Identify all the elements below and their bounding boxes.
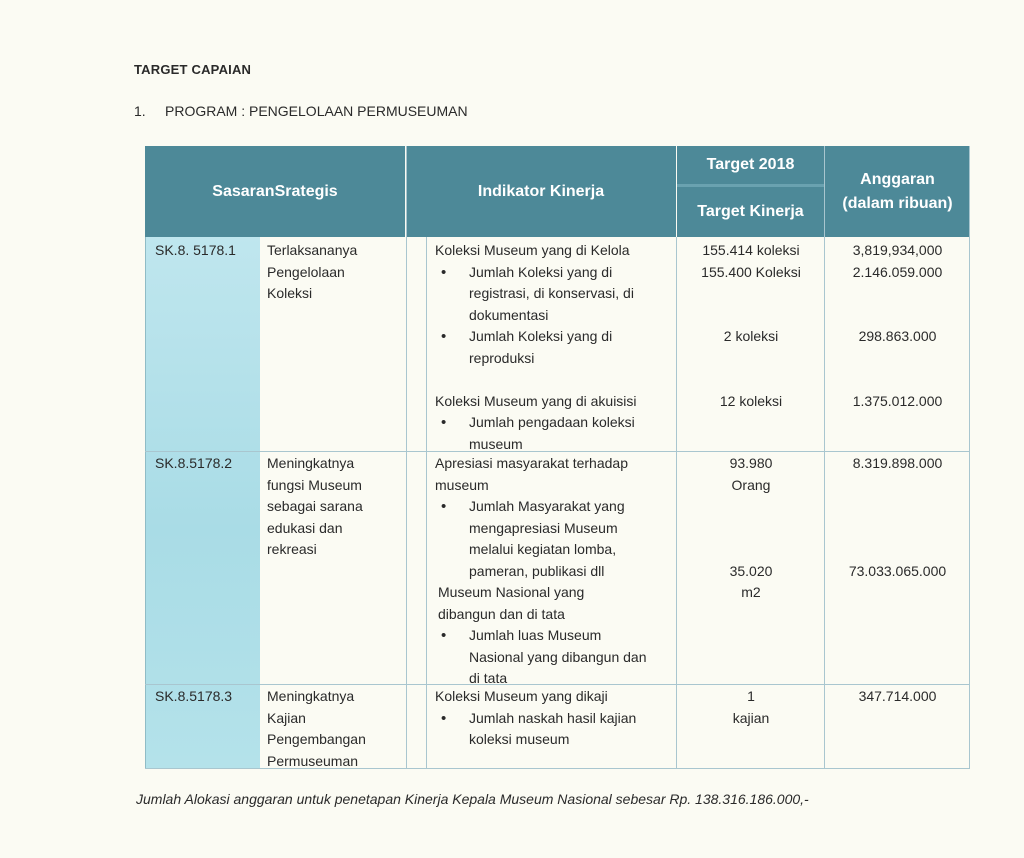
item-line: • Jumlah Koleksi yang di: [469, 263, 613, 280]
item-line: museum: [469, 435, 523, 452]
anggaran-value: 2.146.059.000: [852, 263, 943, 280]
sasaran-line: Meningkatnya: [267, 455, 355, 471]
target-value: 155.414 koleksi: [702, 242, 800, 258]
header-anggaran-line1: Anggaran: [860, 170, 935, 188]
row-2-indicators: [435, 453, 675, 690]
anggaran-value: 3,819,934,000: [852, 242, 943, 258]
header-target-kinerja: Target Kinerja: [677, 187, 824, 237]
row-1-targets: [678, 240, 824, 412]
sasaran-line: Kajian: [267, 709, 306, 726]
page-title: TARGET CAPAIAN: [134, 62, 252, 77]
sasaran-line: Pengembangan: [267, 731, 366, 747]
row-1-sasaran: [267, 240, 397, 305]
indicator-title: dibangun dan di tata: [438, 605, 565, 622]
target-value: 93.980: [729, 455, 773, 471]
item-line: • Jumlah Koleksi yang di: [469, 328, 613, 344]
header-indikator: Indikator Kinerja: [406, 146, 676, 237]
anggaran-value: 298.863.000: [858, 328, 937, 344]
row-2-anggaran: [825, 453, 970, 582]
header-anggaran: [825, 146, 970, 237]
anggaran-value: 73.033.065.000: [848, 562, 947, 579]
target-value: 155.400 Koleksi: [701, 263, 801, 280]
indicator-item: [435, 412, 675, 455]
row-2-code: SK.8.5178.2: [155, 455, 233, 471]
header-sasaran: SasaranSrategis: [145, 146, 405, 237]
item-line: koleksi museum: [469, 731, 570, 747]
target-value: 2 koleksi: [723, 328, 779, 344]
item-line: • Jumlah luas Museum: [469, 627, 602, 643]
target-value: kajian: [732, 709, 770, 726]
row-3-anggaran: [825, 686, 970, 708]
program-heading: [134, 103, 468, 119]
sasaran-line: Terlaksananya: [267, 242, 358, 258]
sasaran-line: Meningkatnya: [267, 688, 355, 704]
target-table: [145, 146, 970, 769]
indicator-item: [435, 262, 675, 327]
row-3-targets: [678, 686, 824, 729]
item-line: reproduksi: [469, 349, 535, 366]
anggaran-value: 347.714.000: [858, 688, 937, 704]
item-line: • Jumlah Masyarakat yang: [469, 498, 625, 514]
item-line: melalui kegiatan lomba,: [469, 541, 617, 557]
header-target-year: Target 2018: [677, 146, 824, 184]
sasaran-line: fungsi Museum: [267, 476, 362, 493]
indicator-item: [435, 708, 675, 751]
indicator-item: [435, 625, 675, 690]
sasaran-line: edukasi dan: [267, 519, 343, 536]
target-value: 1: [747, 688, 755, 704]
header-anggaran-line2: (dalam ribuan): [842, 194, 953, 212]
row-1-indicators: [435, 240, 675, 455]
target-value: 35.020: [729, 562, 773, 579]
indicator-title: Koleksi Museum yang dikaji: [435, 688, 608, 704]
sasaran-line: Pengelolaan: [267, 263, 345, 280]
sasaran-line: rekreasi: [267, 541, 317, 557]
row-2-targets: [678, 453, 824, 604]
row-1-code: SK.8. 5178.1: [155, 242, 236, 258]
anggaran-value: 1.375.012.000: [852, 392, 943, 409]
indicator-item: [435, 496, 675, 582]
indicator-title: Apresiasi masyarakat terhadap: [435, 455, 628, 471]
header-divider: [677, 184, 824, 187]
target-value: Orang: [731, 476, 771, 493]
program-number: 1.: [134, 103, 146, 119]
row-1-anggaran: [825, 240, 970, 412]
program-label: PROGRAM : PENGELOLAAN PERMUSEUMAN: [165, 103, 468, 119]
grid-line: [406, 146, 407, 769]
spacer: [435, 369, 675, 391]
indicator-title: Museum Nasional yang: [438, 584, 585, 600]
row-2-sasaran: [267, 453, 397, 561]
item-line: dokumentasi: [469, 306, 549, 323]
anggaran-value: 8.319.898.000: [852, 455, 943, 471]
target-value: 12 koleksi: [719, 392, 783, 409]
indicator-title: Koleksi Museum yang di akuisisi: [435, 392, 637, 409]
item-line: • Jumlah naskah hasil kajian: [469, 709, 637, 726]
item-line: pameran, publikasi dll: [469, 562, 605, 579]
indicator-item: [435, 326, 675, 369]
budget-summary: Jumlah Alokasi anggaran untuk penetapan Kinerja Kepala Museum Nasional sebesar Rp. 138.316.186.000,-: [136, 791, 809, 807]
item-line: registrasi, di konservasi, di: [469, 285, 634, 301]
row-3-sasaran: [267, 686, 397, 772]
sasaran-line: sebagai sarana: [267, 498, 363, 514]
sasaran-line: Koleksi: [267, 285, 313, 301]
item-line: Nasional yang dibangun dan: [469, 648, 647, 665]
target-value: m2: [741, 584, 761, 600]
indicator-title: museum: [435, 476, 489, 493]
indicator-title: Koleksi Museum yang di Kelola: [435, 242, 630, 258]
sasaran-line: Permuseuman: [267, 752, 359, 769]
item-line: • Jumlah pengadaan koleksi: [469, 414, 635, 430]
grid-line: [426, 237, 427, 769]
item-line: di tata: [469, 670, 508, 686]
row-3-code: SK.8.5178.3: [155, 688, 233, 704]
grid-line: [145, 237, 146, 769]
item-line: mengapresiasi Museum: [469, 519, 618, 536]
grid-line: [676, 237, 677, 769]
row-3-indicators: [435, 686, 675, 751]
